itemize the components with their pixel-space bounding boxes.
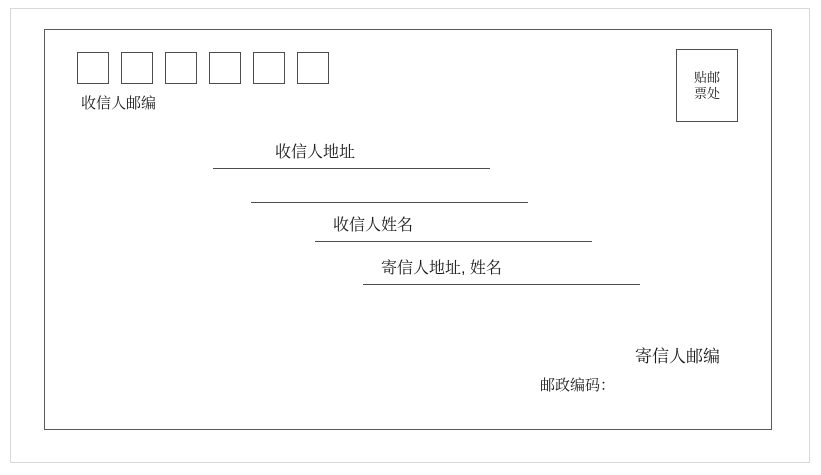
- stamp-area-label: 贴邮票处: [693, 69, 720, 101]
- blank-write-rule: [251, 202, 528, 203]
- postcode-box-1[interactable]: [77, 52, 109, 84]
- recipient-address-label: 收信人地址: [275, 144, 356, 161]
- sender-address-name-rule: [363, 284, 640, 285]
- recipient-address-line: [213, 142, 490, 169]
- recipient-name-line: [315, 215, 592, 242]
- envelope-outline: [44, 29, 772, 430]
- recipient-name-rule: [315, 241, 592, 242]
- recipient-address-rule: [213, 168, 490, 169]
- postcode-box-4[interactable]: [209, 52, 241, 84]
- sender-address-name-line: [363, 258, 640, 285]
- postcode-box-3[interactable]: [165, 52, 197, 84]
- postal-code-label: 邮政编码：: [540, 377, 616, 394]
- postcode-box-6[interactable]: [297, 52, 329, 84]
- recipient-postcode-boxes: [77, 52, 329, 84]
- sender-postcode-label: 寄信人邮编: [635, 347, 720, 366]
- recipient-postcode-label: 收信人邮编: [81, 95, 157, 112]
- recipient-name-label: 收信人姓名: [333, 217, 414, 234]
- stamp-area-box: [676, 49, 738, 122]
- postcode-box-5[interactable]: [253, 52, 285, 84]
- blank-write-line: [251, 202, 528, 203]
- sender-address-name-label: 寄信人地址, 姓名: [381, 260, 502, 277]
- figure-frame: [10, 8, 810, 463]
- postcode-box-2[interactable]: [121, 52, 153, 84]
